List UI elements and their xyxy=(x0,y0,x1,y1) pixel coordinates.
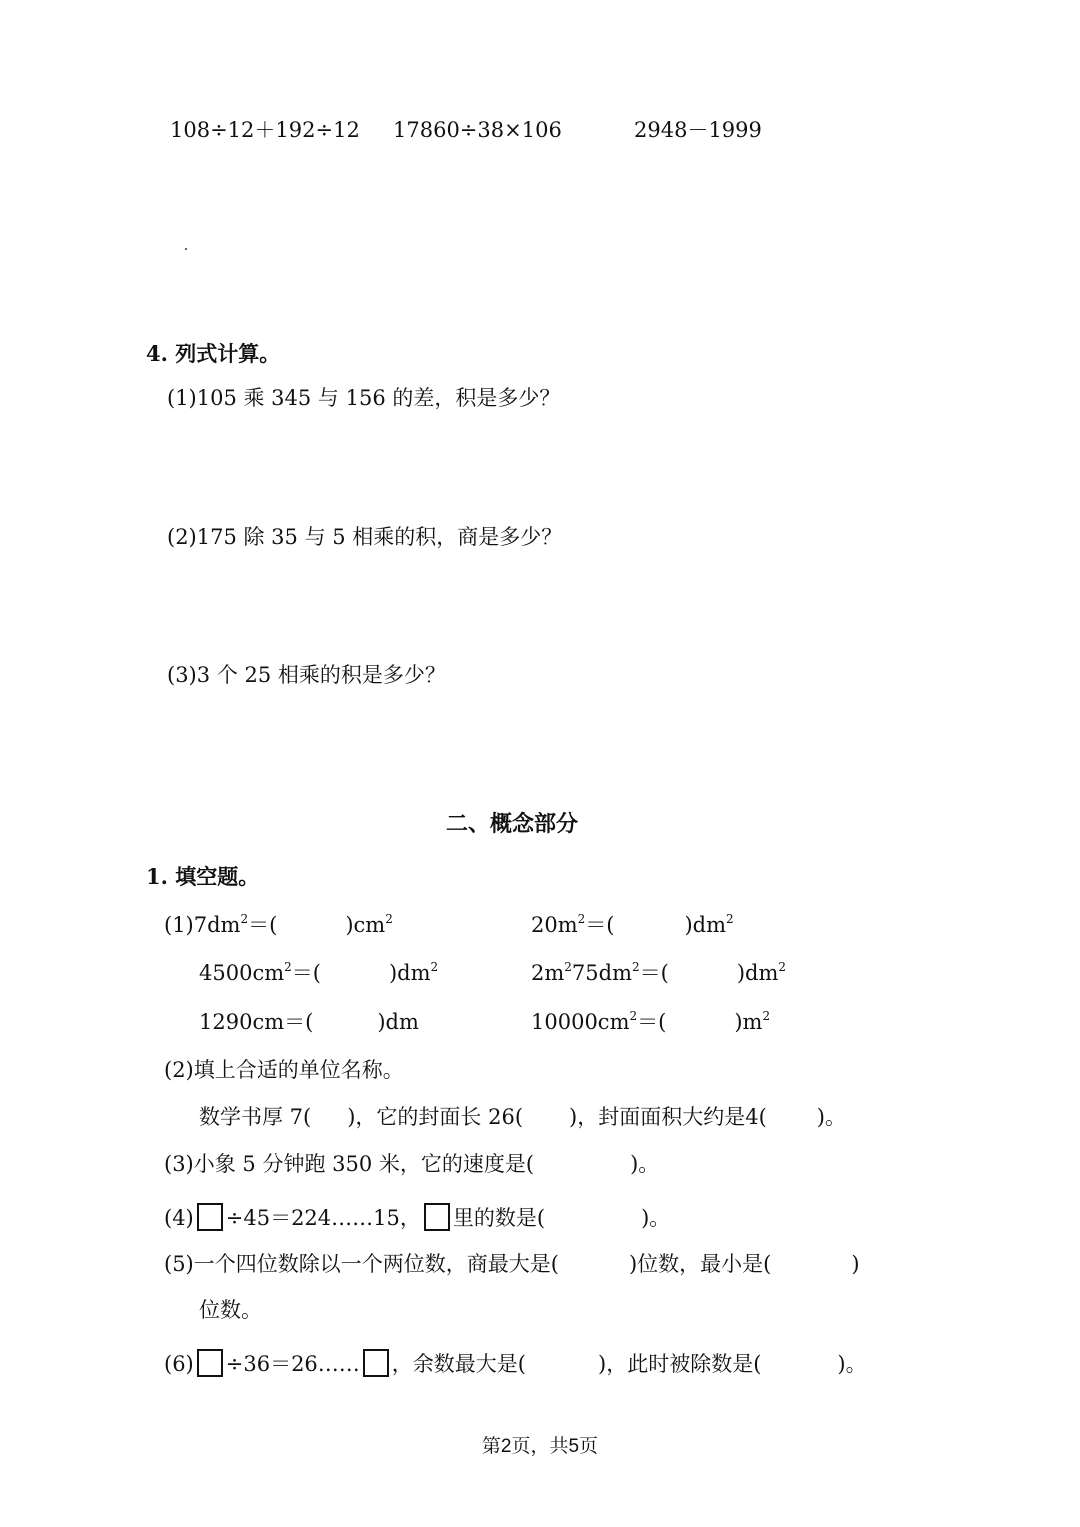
fill-q2-title: (2)填上合适的单位名称。 xyxy=(164,1058,404,1082)
q4-part-2: (2)175 除 35 与 5 相乘的积，商是多少？ xyxy=(167,525,563,549)
blank-box[interactable] xyxy=(424,1203,450,1231)
fill-q5-line2: 位数。 xyxy=(199,1298,262,1322)
section-2-title: 二、概念部分 xyxy=(446,811,579,837)
page-number: 第2页，共5页 xyxy=(481,1436,599,1457)
fill-q1-row2-left: $4500cm^2=$( )$dm^2$ xyxy=(199,960,439,985)
q4-part-1: (1)105 乘 345 与 156 的差，积是多少？ xyxy=(167,386,561,410)
expression-1: 108÷12＋192÷12 xyxy=(170,118,360,142)
q4-part-3: (3)3 个 25 相乘的积是多少？ xyxy=(167,663,446,687)
fill-q1-row3-right: $10000cm^2=$( )$m^2$ xyxy=(531,1009,771,1034)
fill-q5-line1: (5)一个四位数除以一个两位数，商最大是( )位数，最小是( ) xyxy=(164,1252,860,1276)
fill-q3: (3)小象 5 分钟跑 350 米，它的速度是( )。 xyxy=(164,1152,660,1176)
fill-q1-row3-left: 1290cm＝( )dm xyxy=(199,1010,419,1034)
fill-q1-row1-right: $20m^2=$( )$dm^2$ xyxy=(531,912,734,937)
fill-q1-row1-left: $(1)7dm^2=$( )$cm^2$ xyxy=(164,912,393,937)
q4-title: 4. 列式计算。 xyxy=(146,341,281,366)
blank-box[interactable] xyxy=(363,1349,389,1377)
fill-q4: (4) ÷45＝224……15， 里的数是( )。 xyxy=(164,1203,670,1231)
fill-q1-row2-right: $2m^275dm^2=$( )$dm^2$ xyxy=(531,960,787,985)
fill-title: 1. 填空题。 xyxy=(146,864,260,889)
fill-q6: (6) ÷36＝26…… ，余数最大是( )，此时被除数是( )。 xyxy=(164,1349,867,1377)
scan-speck xyxy=(185,248,187,250)
blank-box[interactable] xyxy=(197,1203,223,1231)
expression-3: 2948－1999 xyxy=(634,118,762,142)
fill-q2-line: 数学书厚 7( )，它的封面长 26( )，封面面积大约是4( )。 xyxy=(199,1105,846,1129)
blank-box[interactable] xyxy=(197,1349,223,1377)
expression-2: 17860÷38×106 xyxy=(393,118,562,142)
